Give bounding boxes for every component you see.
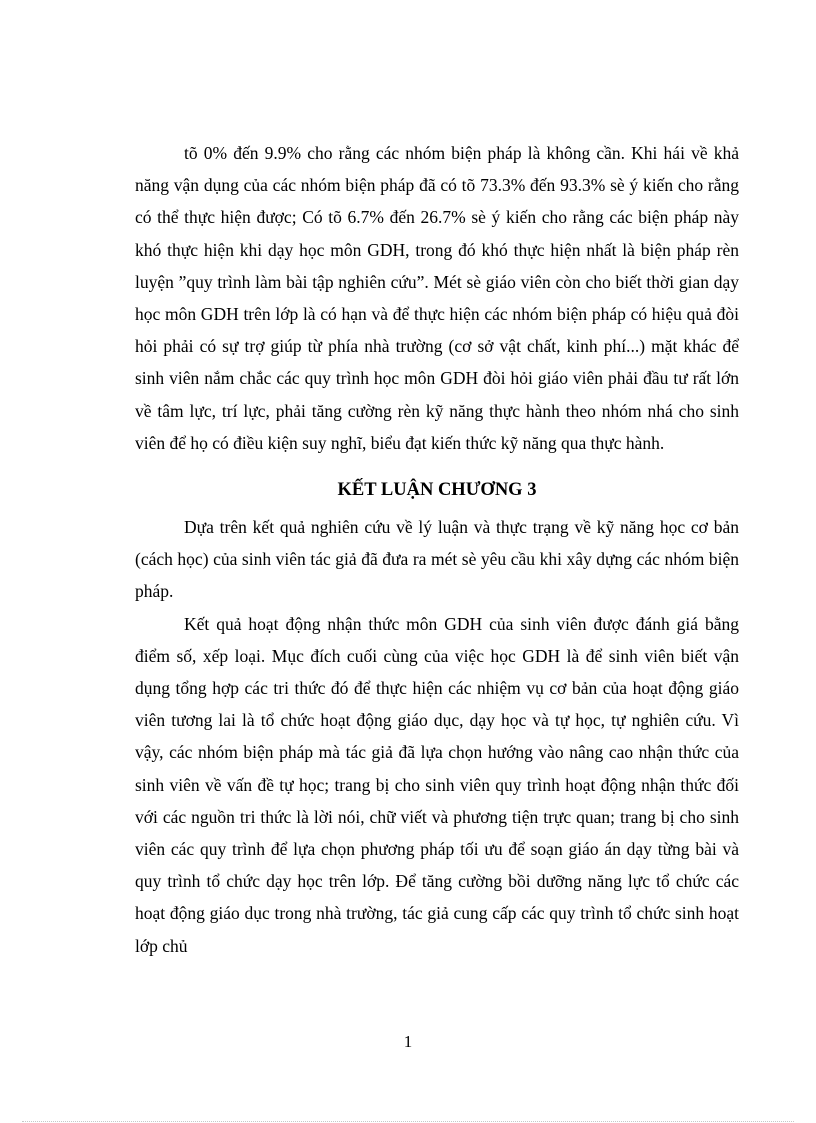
page-number: 1 <box>403 1032 413 1051</box>
chapter-conclusion-heading: KẾT LUẬN CHƯƠNG 3 <box>337 480 537 501</box>
paragraph-conclusion-intro: Dựa trên kết quả nghiên cứu về lý luận và thực trạng về kỹ năng học cơ bản (cách học) của sinh viên tác giả đã đưa ra mét sè yêu cầu khi xây dựng các nhóm biện pháp. <box>135 517 739 602</box>
paragraph-survey-results: tõ 0% đến 9.9% cho rằng các nhóm biện pháp là không cần. Khi hái về khả năng vận dụng của các nhóm biện pháp đã có tõ 73.3% đến 93.3% sè ý kiến cho rằng có thể thực hiện được; Có tõ 6.7% đến 26.7% sè ý kiến cho rằng các biện pháp này khó thực hiện khi dạy học môn GDH, trong đó khó thực hiện nhất là biện pháp rèn luyện ”quy trình làm bài tập nghiên cứu”. Mét sè giáo viên còn cho biết thời gian dạy học môn GDH trên lớp là có hạn và để thực hiện các nhóm biện pháp có hiệu quả đòi hỏi phải có sự trợ giúp từ phía nhà trường (cơ sở vật chất, kinh phí...) mặt khác để sinh viên nắm chắc các quy trình học môn GDH đòi hỏi giáo viên phải đầu tư rất lớn về tâm lực, trí lực, phải tăng cường rèn kỹ năng thực hành theo nhóm nhá cho sinh viên để họ có điều kiện suy nghĩ, biểu đạt kiến thức kỹ năng qua thực hành. <box>135 143 739 453</box>
paragraph-conclusion-results: Kết quả hoạt động nhận thức môn GDH của sinh viên được đánh giá bằng điểm số, xếp loại. Mục đích cuối cùng của việc học GDH là để sinh viên biết vận dụng tổng hợp các tri thức đó để thực hiện các nhiệm vụ cơ bản của hoạt động giáo viên tương lai là tổ chức hoạt động giáo dục, dạy học và tự học, tự nghiên cứu. Vì vậy, các nhóm biện pháp mà tác giả đã lựa chọn hướng vào nâng cao nhận thức của sinh viên về vấn đề tự học; trang bị cho sinh viên quy trình hoạt động nhận thức đối với các nguồn tri thức là lời nói, chữ viết và phương tiện trực quan; trang bị cho sinh viên các quy trình để lựa chọn phương pháp tối ưu để soạn giáo án dạy từng bài và quy trình tổ chức dạy học trên lớp. Để tăng cường bồi dưỡng năng lực tổ chức các hoạt động giáo dục trong nhà trường, tác giả cung cấp các quy trình tổ chức sinh hoạt lớp chủ <box>135 613 739 956</box>
document-body <box>135 137 739 962</box>
page-bottom-divider <box>22 1121 794 1122</box>
